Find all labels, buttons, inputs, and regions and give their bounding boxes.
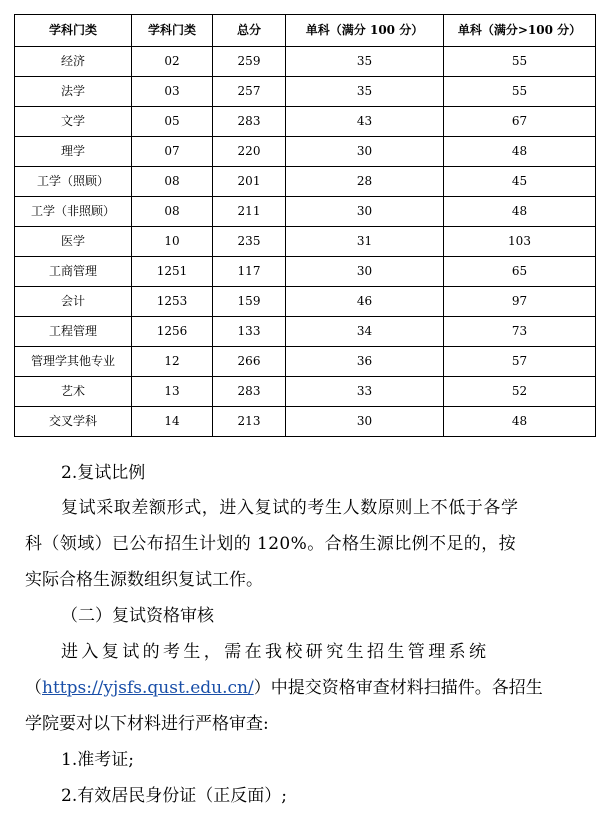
cell-discipline: 法学 bbox=[15, 77, 132, 107]
header-single-100: 单科（满分 100 分） bbox=[286, 15, 444, 47]
cell-discipline: 经济 bbox=[15, 47, 132, 77]
table-row bbox=[15, 167, 596, 197]
cell-total: 257 bbox=[213, 77, 286, 107]
cell-single-over-100: 55 bbox=[444, 47, 596, 77]
cell-discipline: 工商管理 bbox=[15, 257, 132, 287]
cell-single-over-100: 73 bbox=[444, 317, 596, 347]
cell-single-over-100: 48 bbox=[444, 197, 596, 227]
cell-code: 1253 bbox=[132, 287, 213, 317]
cell-single-over-100: 65 bbox=[444, 257, 596, 287]
review-paragraph-line-3: 学院要对以下材料进行严格审查: bbox=[25, 714, 269, 734]
cell-single-100: 34 bbox=[286, 317, 444, 347]
cell-single-100: 30 bbox=[286, 197, 444, 227]
cell-discipline: 交叉学科 bbox=[15, 407, 132, 437]
cell-single-over-100: 103 bbox=[444, 227, 596, 257]
cell-single-100: 30 bbox=[286, 257, 444, 287]
cell-code: 13 bbox=[132, 377, 213, 407]
cell-discipline: 工学（照顾） bbox=[15, 167, 132, 197]
cell-single-over-100: 55 bbox=[444, 77, 596, 107]
cell-total: 211 bbox=[213, 197, 286, 227]
cell-discipline: 医学 bbox=[15, 227, 132, 257]
cell-total: 283 bbox=[213, 107, 286, 137]
cell-single-100: 33 bbox=[286, 377, 444, 407]
cell-total: 283 bbox=[213, 377, 286, 407]
table-row bbox=[15, 377, 596, 407]
cell-single-over-100: 45 bbox=[444, 167, 596, 197]
score-table bbox=[14, 14, 596, 437]
table-row bbox=[15, 407, 596, 437]
table-row bbox=[15, 347, 596, 377]
cell-discipline: 工学（非照顾） bbox=[15, 197, 132, 227]
table-row bbox=[15, 287, 596, 317]
cell-code: 08 bbox=[132, 167, 213, 197]
cell-total: 133 bbox=[213, 317, 286, 347]
section-heading-review: （二）复试资格审核 bbox=[61, 606, 214, 626]
cell-code: 14 bbox=[132, 407, 213, 437]
system-link[interactable]: https://yjsfs.qust.edu.cn/ bbox=[42, 678, 254, 698]
cell-code: 07 bbox=[132, 137, 213, 167]
table-row bbox=[15, 107, 596, 137]
header-total: 总分 bbox=[213, 15, 286, 47]
cell-total: 235 bbox=[213, 227, 286, 257]
cell-single-100: 36 bbox=[286, 347, 444, 377]
cell-total: 220 bbox=[213, 137, 286, 167]
cell-single-100: 30 bbox=[286, 137, 444, 167]
cell-code: 1251 bbox=[132, 257, 213, 287]
cell-single-100: 31 bbox=[286, 227, 444, 257]
cell-discipline: 理学 bbox=[15, 137, 132, 167]
cell-single-100: 35 bbox=[286, 77, 444, 107]
cell-single-100: 30 bbox=[286, 407, 444, 437]
cell-total: 117 bbox=[213, 257, 286, 287]
cell-code: 12 bbox=[132, 347, 213, 377]
cell-total: 213 bbox=[213, 407, 286, 437]
list-item-2: 2.有效居民身份证（正反面）; bbox=[61, 786, 287, 806]
table-header-row bbox=[15, 15, 596, 47]
cell-code: 05 bbox=[132, 107, 213, 137]
cell-single-over-100: 57 bbox=[444, 347, 596, 377]
table-row bbox=[15, 227, 596, 257]
cell-single-over-100: 67 bbox=[444, 107, 596, 137]
ratio-paragraph-line-3: 实际合格生源数组织复试工作。 bbox=[25, 570, 263, 590]
cell-single-100: 46 bbox=[286, 287, 444, 317]
cell-discipline: 艺术 bbox=[15, 377, 132, 407]
ratio-paragraph-line-1: 复试采取差额形式，进入复试的考生人数原则上不低于各学 bbox=[61, 498, 519, 518]
list-item-1: 1.准考证; bbox=[61, 750, 134, 770]
cell-total: 266 bbox=[213, 347, 286, 377]
cell-discipline: 管理学其他专业 bbox=[15, 347, 132, 377]
ratio-paragraph-line-2: 科（领域）已公布招生计划的 120%。合格生源比例不足的，按 bbox=[25, 534, 517, 554]
cell-code: 1256 bbox=[132, 317, 213, 347]
table-row bbox=[15, 257, 596, 287]
cell-single-100: 43 bbox=[286, 107, 444, 137]
cell-discipline: 工程管理 bbox=[15, 317, 132, 347]
review-paragraph-line-2 bbox=[25, 670, 591, 706]
header-discipline-code: 学科门类 bbox=[132, 15, 213, 47]
cell-single-100: 28 bbox=[286, 167, 444, 197]
cell-single-over-100: 52 bbox=[444, 377, 596, 407]
paren-open: （ bbox=[25, 678, 42, 698]
table-row bbox=[15, 47, 596, 77]
cell-single-over-100: 97 bbox=[444, 287, 596, 317]
cell-code: 10 bbox=[132, 227, 213, 257]
cell-code: 03 bbox=[132, 77, 213, 107]
header-single-over-100: 单科（满分>100 分） bbox=[444, 15, 596, 47]
cell-code: 02 bbox=[132, 47, 213, 77]
cell-single-over-100: 48 bbox=[444, 407, 596, 437]
cell-total: 201 bbox=[213, 167, 286, 197]
table-row bbox=[15, 317, 596, 347]
cell-single-100: 35 bbox=[286, 47, 444, 77]
cell-discipline: 文学 bbox=[15, 107, 132, 137]
paren-close: ）中提交资格审查材料扫描件。各招生 bbox=[253, 678, 543, 698]
table-body bbox=[15, 47, 596, 437]
cell-discipline: 会计 bbox=[15, 287, 132, 317]
cell-total: 159 bbox=[213, 287, 286, 317]
cell-total: 259 bbox=[213, 47, 286, 77]
table-row bbox=[15, 137, 596, 167]
header-discipline: 学科门类 bbox=[15, 15, 132, 47]
cell-code: 08 bbox=[132, 197, 213, 227]
table-row bbox=[15, 197, 596, 227]
cell-single-over-100: 48 bbox=[444, 137, 596, 167]
review-paragraph-line-1: 进入复试的考生，需在我校研究生招生管理系统 bbox=[61, 642, 490, 662]
table-row bbox=[15, 77, 596, 107]
section-heading-ratio: 2.复试比例 bbox=[61, 463, 146, 483]
